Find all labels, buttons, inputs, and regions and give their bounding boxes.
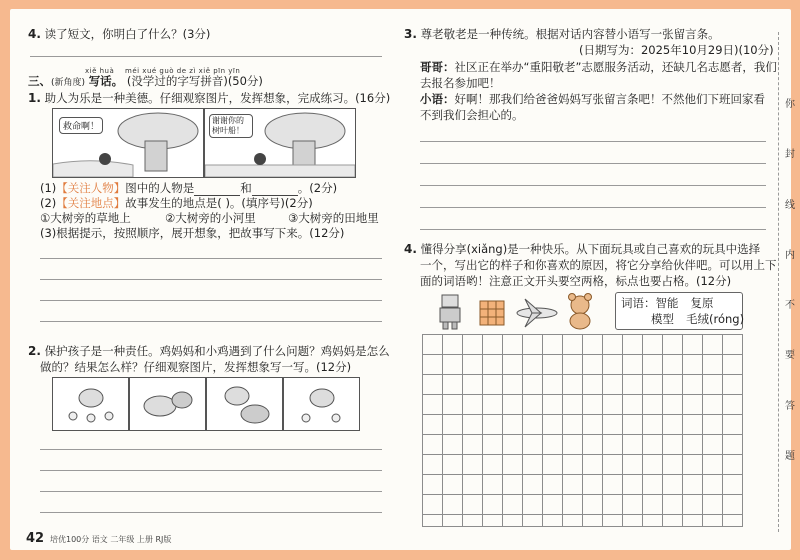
q2-text-2: 做的？结果怎么样？仔细观察图片，发挥想象写一写。(12分): [40, 360, 352, 374]
xiaoyu-name: 小语：: [420, 92, 455, 106]
section3-note: (没学过的字写拼音)(50分): [126, 74, 263, 88]
writing-grid[interactable]: [422, 334, 743, 527]
q1-option-2: ②大树旁的小河里: [165, 211, 256, 225]
right-q3-num: 3.: [404, 27, 417, 41]
bubble-1: 救命啊！: [59, 117, 103, 134]
answer-line: [40, 258, 382, 259]
answer-line: [30, 56, 382, 57]
blank-1[interactable]: [194, 184, 240, 196]
margin-char: 你: [785, 99, 795, 110]
answer-line: [40, 470, 382, 471]
q1-part3: (3)根据提示，按照顺序，展开想象，把故事写下来。(12分): [40, 226, 345, 240]
q2-num: 2.: [28, 344, 41, 358]
margin-char: 题: [785, 451, 795, 462]
q1-num: 1.: [28, 91, 41, 105]
q1-part1-score: 。(2分): [297, 181, 338, 195]
answer-line: [420, 229, 766, 230]
q1-part1-and: 和: [240, 181, 252, 195]
toy-pictures: [437, 291, 607, 331]
margin-char: 要: [785, 350, 795, 361]
gege-name: 哥哥：: [420, 60, 455, 74]
chicken-scene-2: [130, 378, 205, 430]
q1-part2: [40, 196, 313, 211]
footer-info: 培优100分 语文 二年级 上册 RJ版: [50, 535, 172, 544]
q1-part2-prefix: (2): [40, 196, 57, 210]
q1-part1-text: 图中的人物是: [125, 181, 195, 195]
word-4: 毛绒(róng): [686, 312, 745, 326]
binding-line: [778, 32, 779, 532]
margin-char: 不: [785, 300, 795, 311]
right-q4-text-1: 懂得分享(xiǎng)是一种快乐。从下面玩具或自己喜欢的玩具中选择: [420, 242, 761, 256]
section3-title: 写话。: [88, 74, 124, 88]
plane-model-icon: [517, 299, 557, 327]
word-bank-row-1: [621, 296, 714, 311]
section3-tag: (新角度): [51, 78, 86, 88]
answer-line: [40, 279, 382, 280]
pinyin-note: méi xué guò de zì xiě pīn yīn: [125, 67, 241, 75]
bubble-2: 谢谢你的树叶船！: [209, 114, 253, 138]
word-bank: [615, 292, 743, 330]
q1-part2-tag: 【关注地点】: [56, 196, 126, 210]
word-bank-row-2: [651, 312, 744, 327]
dialog-xiaoyu: [420, 92, 765, 107]
answer-line: [40, 491, 382, 492]
q1-picture-1: [52, 108, 204, 178]
q2-picture-1: [52, 377, 129, 431]
chicken-scene-4: [284, 378, 359, 430]
word-3: 模型: [651, 312, 674, 326]
page-number: 42: [26, 531, 45, 546]
right-q4-num: 4.: [404, 242, 417, 256]
q1-part1-tag: 【关注人物】: [56, 181, 126, 195]
answer-line: [420, 207, 766, 208]
section3-prefix: 三、: [28, 74, 51, 88]
left-q4-text: 读了短文，你明白了什么？(3分): [44, 27, 211, 41]
chicken-scene-1: [53, 378, 128, 430]
rubiks-cube-icon: [480, 301, 504, 325]
q1-part1: [40, 181, 337, 196]
q2-picture-4: [283, 377, 360, 431]
answer-line: [420, 141, 766, 142]
right-q3-line: [404, 27, 720, 42]
word-2: 复原: [690, 296, 714, 310]
xiaoyu-line-2: 不到我们会担心的。: [420, 108, 524, 122]
q2-text-1: 保护孩子是一种责任。鸡妈妈和小鸡遇到了什么问题？鸡妈妈是怎么: [44, 344, 390, 358]
margin-char: 答: [785, 401, 795, 412]
q2-line1: [28, 344, 390, 359]
section3-heading: [28, 74, 263, 91]
word-1: 智能: [655, 296, 679, 310]
right-q4-line1: [404, 242, 760, 257]
dialog-gege: [420, 60, 777, 75]
chicken-scene-3: [207, 378, 282, 430]
q2-picture-3: [206, 377, 283, 431]
right-q3-text: 尊老敬老是一种传统。根据对话内容替小语写一张留言条。: [420, 27, 720, 41]
right-q3-date: (日期写为：2025年10月29日)(10分): [579, 43, 774, 57]
xiaoyu-line-1: 好啊！那我们给爸爸妈妈写张留言条吧！不然他们下班回家看: [454, 92, 765, 106]
gege-line-1: 社区正在举办“重阳敬老”志愿服务活动，还缺几名志愿者，我们: [454, 60, 777, 74]
left-q4: [28, 27, 210, 42]
q1-text: 助人为乐是一种美德。仔细观察图片，发挥想象，完成练习。(16分): [44, 91, 391, 105]
q1-option-3: ③大树旁的田地里: [288, 211, 379, 225]
answer-line: [40, 512, 382, 513]
q1-part2-text: 故事发生的地点是( )。(填序号)(2分): [125, 196, 313, 210]
q1-option-1: ①大树旁的草地上: [40, 211, 131, 225]
margin-char: 线: [785, 200, 795, 211]
teddy-bear-icon: [569, 294, 592, 330]
q1-picture-2: [204, 108, 356, 178]
gege-line-2: 去报名参加吧！: [420, 76, 501, 90]
left-q4-num: 4.: [28, 27, 41, 41]
pinyin-xiehua: xiě huà: [85, 67, 115, 75]
answer-line: [40, 449, 382, 450]
words-label: 词语：: [621, 296, 656, 310]
q2-picture-2: [129, 377, 206, 431]
answer-line: [40, 321, 382, 322]
right-q4-text-3: 面的词语哟！注意正文开头要空两格，标点也要占格。(12分): [420, 274, 732, 288]
robot-toy-icon: [440, 295, 460, 329]
answer-line: [420, 163, 766, 164]
answer-line: [420, 185, 766, 186]
margin-char: 内: [785, 250, 795, 261]
answer-line: [40, 300, 382, 301]
margin-char: 封: [785, 149, 795, 160]
right-q4-text-2: 一个，写出它的样子和你喜欢的原因，将它分享给伙伴吧。可以用上下: [420, 258, 777, 272]
blank-2[interactable]: [252, 184, 298, 196]
q1-heading: [28, 91, 390, 106]
q1-part1-prefix: (1): [40, 181, 57, 195]
